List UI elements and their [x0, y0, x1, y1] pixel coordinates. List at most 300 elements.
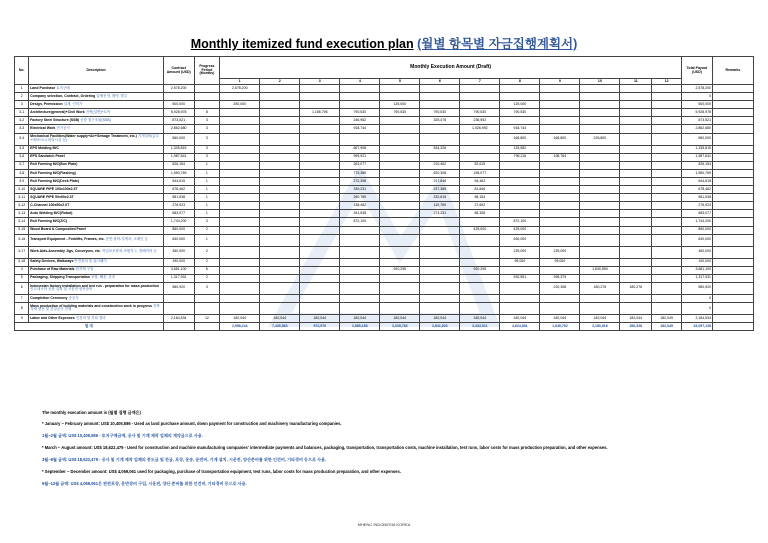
title-english: Monthly itemized fund execution plan — [190, 37, 414, 51]
month-5-amount — [380, 202, 420, 210]
month-9-amount — [540, 226, 580, 234]
month-5-amount — [380, 246, 420, 258]
month-7-amount — [460, 302, 500, 314]
month-8-amount — [500, 177, 540, 185]
month-2-amount — [260, 153, 300, 161]
month-9-amount: 225,000 — [540, 246, 580, 258]
total-progress-period — [194, 323, 220, 331]
month-10-amount: 1,840,590 — [580, 266, 620, 274]
month-header-6: 6 — [420, 79, 460, 85]
note-english: * March ~ August amount: US$ 18,622,479 - Used for construction and machine manufacturing companies' intermediate payments and balances, packaging, transportation, transportation costs, machine installation, test runs, labor costs for mass production preparation, and other expenses. — [42, 445, 608, 450]
remarks-cell — [712, 218, 753, 226]
row-number: 3-8 — [15, 169, 29, 177]
month-3-amount — [300, 302, 340, 314]
row-description — [29, 226, 163, 234]
row-number: 4 — [15, 266, 29, 274]
total-payout: 678,462 — [682, 186, 713, 194]
row-description — [29, 109, 163, 117]
month-6-amount — [420, 246, 460, 258]
row-description — [29, 294, 163, 302]
remarks-cell — [712, 117, 753, 125]
month-5-amount — [380, 210, 420, 218]
progress-period: 2 — [194, 226, 220, 234]
month-7-amount: 81,846 — [460, 186, 500, 194]
contract-amount: 500,000 — [163, 101, 194, 109]
col-header-remarks: Remarks — [712, 57, 753, 85]
month-4-amount — [340, 266, 380, 274]
month-8-amount — [500, 294, 540, 302]
progress-period — [194, 302, 220, 314]
month-9-amount — [540, 117, 580, 125]
month-11-amount: 180,276 — [620, 282, 652, 294]
month-8-amount: 630,000 — [500, 234, 540, 246]
month-2-amount — [260, 302, 300, 314]
month-5-amount — [380, 218, 420, 226]
description-english: Factory Steel Structure (SSB) — [30, 118, 80, 123]
row-number: 3 — [15, 101, 29, 109]
month-8-amount: 425,000 — [500, 226, 540, 234]
month-6-amount: 217,846 — [420, 177, 460, 185]
table-row — [15, 294, 754, 302]
month-12-amount — [652, 282, 682, 294]
month-header-1: 1 — [220, 79, 260, 85]
month-7-amount — [460, 234, 500, 246]
row-number: 2 — [15, 93, 29, 101]
remarks-cell — [712, 169, 753, 177]
month-header-12: 12 — [652, 79, 682, 85]
description-english: Electrical Work — [30, 126, 56, 131]
total-month-11: 350,328 — [620, 323, 652, 331]
month-12-amount — [652, 246, 682, 258]
progress-period — [194, 93, 220, 101]
description-korean: 준공식 — [68, 295, 79, 300]
month-8-amount: 95,000 — [500, 258, 540, 266]
month-7-amount: 52,615 — [460, 161, 500, 169]
month-1-amount — [220, 169, 260, 177]
month-1-amount — [220, 234, 260, 246]
row-number: 3-1 — [15, 109, 29, 117]
month-3-amount — [300, 246, 340, 258]
month-3-amount — [300, 177, 340, 185]
remarks-cell — [712, 153, 753, 161]
total-payout: 276,923 — [682, 202, 713, 210]
month-7-amount: 236,952 — [460, 117, 500, 125]
month-10-amount — [580, 246, 620, 258]
row-description — [29, 93, 163, 101]
month-11-amount — [620, 266, 652, 274]
month-12-amount — [652, 117, 682, 125]
month-8-amount — [500, 282, 540, 294]
total-payout: 526,154 — [682, 161, 713, 169]
total-payout: 5,928,978 — [682, 109, 713, 117]
month-12-amount — [652, 226, 682, 234]
month-12-amount — [652, 169, 682, 177]
total-payout: 0 — [682, 93, 713, 101]
col-header-total-payout: Total Payout (USD) — [682, 57, 713, 85]
remarks-cell — [712, 125, 753, 133]
month-12-amount — [652, 210, 682, 218]
row-number: 3-6 — [15, 153, 29, 161]
remarks-cell — [712, 282, 753, 294]
progress-period: 6 — [194, 266, 220, 274]
month-8-amount — [500, 202, 540, 210]
month-4-amount — [340, 234, 380, 246]
table-row — [15, 314, 754, 322]
month-7-amount — [460, 258, 500, 266]
month-3-amount — [300, 101, 340, 109]
row-number: 3-4 — [15, 133, 29, 145]
month-4-amount: 667,908 — [340, 145, 380, 153]
total-contract-amount — [163, 323, 194, 331]
month-4-amount — [340, 133, 380, 145]
row-number: 3-2 — [15, 117, 29, 125]
month-4-amount: 872,100 — [340, 218, 380, 226]
month-3-amount — [300, 93, 340, 101]
month-11-amount — [620, 302, 652, 314]
total-month-5: 3,335,763 — [380, 323, 420, 331]
row-description — [29, 133, 163, 145]
month-8-amount — [500, 161, 540, 169]
month-3-amount — [300, 125, 340, 133]
month-10-amount — [580, 101, 620, 109]
progress-period: 3 — [194, 282, 220, 294]
month-10-amount — [580, 169, 620, 177]
month-header-7: 7 — [460, 79, 500, 85]
month-2-amount — [260, 258, 300, 266]
row-description — [29, 266, 163, 274]
total-month-1: 2,958,244 — [220, 323, 260, 331]
month-4-amount: 246,962 — [340, 117, 380, 125]
description-korean: 작업보조장치-조립지그, 컨베이어 등 — [101, 249, 157, 254]
month-11-amount — [620, 218, 652, 226]
table-row — [15, 93, 754, 101]
month-10-amount — [580, 258, 620, 266]
month-11-amount — [620, 194, 652, 202]
month-10-amount — [580, 109, 620, 117]
month-10-amount — [580, 93, 620, 101]
month-12-amount — [652, 266, 682, 274]
month-5-amount — [380, 133, 420, 145]
month-4-amount: 790,530 — [340, 109, 380, 117]
month-1-amount — [220, 218, 260, 226]
month-4-amount: 290,769 — [340, 194, 380, 202]
month-8-amount: 133,582 — [500, 145, 540, 153]
month-8-amount: 932,551 — [500, 274, 540, 282]
month-2-amount — [260, 117, 300, 125]
month-4-amount: 263,077 — [340, 161, 380, 169]
month-9-amount — [540, 177, 580, 185]
remarks-cell — [712, 101, 753, 109]
total-payout: 2,184,534 — [682, 314, 713, 322]
month-1-amount — [220, 274, 260, 282]
month-12-amount — [652, 234, 682, 246]
month-5-amount — [380, 234, 420, 246]
row-number: 7 — [15, 294, 29, 302]
row-description — [29, 85, 163, 93]
month-3-amount — [300, 194, 340, 202]
month-2-amount — [260, 101, 300, 109]
month-6-amount: 182,044 — [420, 314, 460, 322]
total-payout: 544,615 — [682, 177, 713, 185]
page-footer: MHENC INDONESIA KOREA — [357, 522, 411, 527]
remarks-cell — [712, 294, 753, 302]
month-11-amount — [620, 85, 652, 93]
description-korean: 건축자재 양산 및 건설공사 진행 — [30, 303, 160, 312]
month-8-amount — [500, 93, 540, 101]
month-1-amount — [220, 125, 260, 133]
month-7-amount: 68,308 — [460, 210, 500, 218]
month-12-amount — [652, 153, 682, 161]
month-7-amount: 182,044 — [460, 314, 500, 322]
month-1-amount — [220, 302, 260, 314]
progress-period — [194, 101, 220, 109]
description-english: Company selection, Contract, Ordering — [30, 93, 96, 98]
month-7-amount: 27,692 — [460, 202, 500, 210]
progress-period: 1 — [194, 210, 220, 218]
month-2-amount — [260, 194, 300, 202]
month-11-amount: 182,044 — [620, 314, 652, 322]
table-row — [15, 125, 754, 133]
total-month-6: 2,641,620 — [420, 323, 460, 331]
description-english: Work Aids-Assembly Jigs, Conveyors, etc. — [30, 249, 101, 254]
month-7-amount: 155,077 — [460, 169, 500, 177]
month-4-amount — [340, 101, 380, 109]
month-7-amount — [460, 85, 500, 93]
description-english: Transport Equipment - Forklifts, Frames, etc. — [30, 237, 105, 242]
month-10-amount — [580, 85, 620, 93]
month-3-amount: 182,044 — [300, 314, 340, 322]
month-10-amount — [580, 194, 620, 202]
description-korean: 건축(일반)+토목 — [85, 109, 111, 114]
total-payout: 1,335,815 — [682, 145, 713, 153]
month-header-3: 3 — [300, 79, 340, 85]
description-english: Wood Board & Composited Panel — [30, 227, 86, 232]
month-9-amount: 220,308 — [540, 282, 580, 294]
month-2-amount — [260, 85, 300, 93]
contract-amount: 1,550,769 — [163, 169, 194, 177]
month-9-amount: 95,000 — [540, 258, 580, 266]
month-2-amount — [260, 169, 300, 177]
total-payout: 683,077 — [682, 210, 713, 218]
month-12-amount — [652, 186, 682, 194]
row-description — [29, 117, 163, 125]
description-english: Indonesian factory installation and test run - preparation for mass production — [30, 283, 159, 288]
contract-amount: 1,744,200 — [163, 218, 194, 226]
grand-total: 33,097,128 — [682, 323, 713, 331]
month-7-amount — [460, 93, 500, 101]
description-english: Labor and Other Expenses — [30, 315, 75, 320]
table-row — [15, 153, 754, 161]
row-number: 3-16 — [15, 234, 29, 246]
month-12-amount — [652, 145, 682, 153]
description-english: Mass production of building materials and construction work in progress — [30, 303, 152, 308]
month-1-amount — [220, 177, 260, 185]
total-payout: 0 — [682, 302, 713, 314]
month-5-amount — [380, 226, 420, 234]
month-9-amount — [540, 210, 580, 218]
total-payout: 850,000 — [682, 226, 713, 234]
description-english: Mechanical Facilities(Water supply+Air+Sewage Treatment, etc.) — [30, 134, 137, 139]
month-3-amount — [300, 226, 340, 234]
total-month-12: 182,049 — [652, 323, 682, 331]
month-10-amount — [580, 153, 620, 161]
total-month-7: 3,333,511 — [460, 323, 500, 331]
total-payout: 190,000 — [682, 258, 713, 266]
row-number: 1 — [15, 85, 29, 93]
contract-amount: 544,615 — [163, 177, 194, 185]
month-5-amount — [380, 93, 420, 101]
remarks-cell — [712, 85, 753, 93]
row-number: 3-5 — [15, 145, 29, 153]
row-description — [29, 234, 163, 246]
description-english: Roll Forming M/C(Z/C) — [30, 219, 68, 224]
month-6-amount — [420, 258, 460, 266]
contract-amount: 1,317,931 — [163, 274, 194, 282]
month-1-amount — [220, 145, 260, 153]
month-6-amount: 232,615 — [420, 194, 460, 202]
month-6-amount: 273,231 — [420, 210, 460, 218]
month-6-amount — [420, 302, 460, 314]
contract-amount — [163, 93, 194, 101]
total-payout: 0 — [682, 294, 713, 302]
remarks-cell — [712, 194, 753, 202]
month-3-amount — [300, 133, 340, 145]
month-10-amount — [580, 161, 620, 169]
table-row — [15, 101, 754, 109]
month-5-amount — [380, 177, 420, 185]
row-number: 8 — [15, 302, 29, 314]
contract-amount: 580,920 — [163, 282, 194, 294]
month-4-amount — [340, 93, 380, 101]
remarks-cell — [712, 133, 753, 145]
month-2-amount — [260, 125, 300, 133]
row-description — [29, 246, 163, 258]
table-row — [15, 161, 754, 169]
month-10-amount — [580, 117, 620, 125]
progress-period: 1 — [194, 202, 220, 210]
month-header-11: 11 — [620, 79, 652, 85]
month-8-amount: 166,800 — [500, 133, 540, 145]
month-9-amount: 395,379 — [540, 274, 580, 282]
description-english: Completion Ceremony — [30, 295, 68, 300]
month-5-amount — [380, 145, 420, 153]
progress-period: 1 — [194, 234, 220, 246]
table-row — [15, 258, 754, 266]
month-2-amount — [260, 145, 300, 153]
notes-section — [42, 410, 754, 493]
month-9-amount — [540, 109, 580, 117]
contract-amount: 276,923 — [163, 202, 194, 210]
row-number: 3-17 — [15, 246, 29, 258]
remarks-cell — [712, 323, 753, 331]
table-row — [15, 169, 754, 177]
month-8-amount — [500, 85, 540, 93]
month-7-amount — [460, 218, 500, 226]
progress-period: 1 — [194, 161, 220, 169]
month-2-amount — [260, 133, 300, 145]
month-6-amount — [420, 101, 460, 109]
progress-period: 1 — [194, 169, 220, 177]
table-row — [15, 85, 754, 93]
table-row — [15, 266, 754, 274]
month-8-amount — [500, 169, 540, 177]
row-description — [29, 125, 163, 133]
month-1-amount — [220, 266, 260, 274]
month-3-amount — [300, 145, 340, 153]
month-7-amount — [460, 294, 500, 302]
month-8-amount: 225,000 — [500, 246, 540, 258]
month-9-amount — [540, 186, 580, 194]
month-3-amount — [300, 274, 340, 282]
month-9-amount — [540, 302, 580, 314]
month-6-amount — [420, 294, 460, 302]
month-11-amount — [620, 202, 652, 210]
contract-amount: 2,578,200 — [163, 85, 194, 93]
contract-amount: 3,681,100 — [163, 266, 194, 274]
contract-amount: 5,928,978 — [163, 109, 194, 117]
table-row — [15, 133, 754, 145]
row-description — [29, 210, 163, 218]
month-3-amount — [300, 234, 340, 246]
month-2-amount — [260, 109, 300, 117]
month-9-amount — [540, 161, 580, 169]
row-description — [29, 314, 163, 322]
month-7-amount — [460, 101, 500, 109]
month-12-amount — [652, 274, 682, 282]
month-3-amount — [300, 153, 340, 161]
month-8-amount — [500, 210, 540, 218]
month-5-amount — [380, 117, 420, 125]
month-11-amount — [620, 93, 652, 101]
month-1-amount — [220, 294, 260, 302]
total-payout: 560,000 — [682, 133, 713, 145]
month-3-amount — [300, 85, 340, 93]
month-9-amount — [540, 145, 580, 153]
month-9-amount: 198,764 — [540, 153, 580, 161]
total-payout: 580,920 — [682, 282, 713, 294]
row-number: 3-14 — [15, 218, 29, 226]
row-description — [29, 161, 163, 169]
month-1-amount — [220, 202, 260, 210]
month-11-amount — [620, 125, 652, 133]
month-8-amount — [500, 266, 540, 274]
total-month-3: 972,570 — [300, 323, 340, 331]
progress-period: 12 — [194, 314, 220, 322]
month-5-amount — [380, 186, 420, 194]
month-2-amount — [260, 246, 300, 258]
month-4-amount: 339,231 — [340, 186, 380, 194]
month-11-amount — [620, 258, 652, 266]
month-header-5: 5 — [380, 79, 420, 85]
month-8-amount: 918,744 — [500, 125, 540, 133]
month-6-amount — [420, 282, 460, 294]
row-number: 3-9 — [15, 177, 29, 185]
month-2-amount — [260, 226, 300, 234]
row-description — [29, 145, 163, 153]
row-description — [29, 202, 163, 210]
month-2-amount: 182,044 — [260, 314, 300, 322]
month-3-amount — [300, 210, 340, 218]
month-8-amount: 125,000 — [500, 101, 540, 109]
contract-amount — [163, 302, 194, 314]
month-9-amount — [540, 85, 580, 93]
month-11-amount — [620, 169, 652, 177]
month-4-amount: 182,044 — [340, 314, 380, 322]
month-9-amount — [540, 125, 580, 133]
remarks-cell — [712, 266, 753, 274]
month-2-amount — [260, 218, 300, 226]
month-header-10: 10 — [580, 79, 620, 85]
